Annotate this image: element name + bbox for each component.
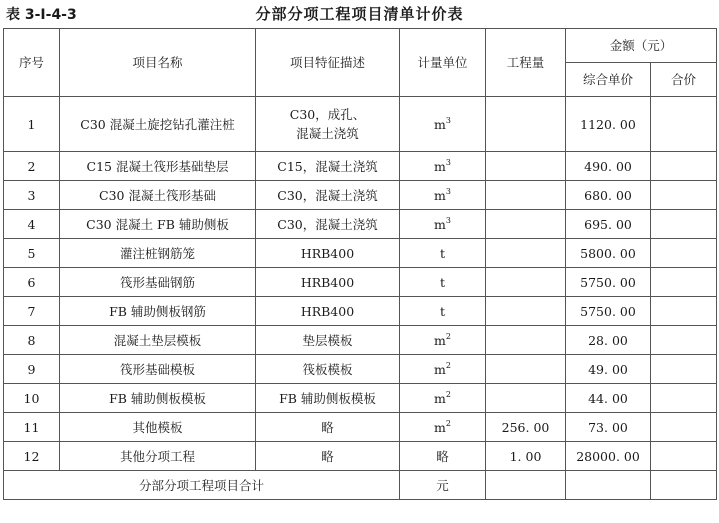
- table-header: [0, 0, 719, 28]
- row-qty: [486, 355, 566, 384]
- row-unit-base: m: [434, 116, 446, 132]
- row-unit-price: 5800. 00: [566, 239, 651, 268]
- row-name: 筏形基础钢筋: [60, 268, 256, 297]
- row-total: [651, 97, 717, 152]
- row-unit: [400, 355, 486, 384]
- row-desc-line: C30，成孔、: [289, 107, 366, 122]
- row-unit-price: 680. 00: [566, 181, 651, 210]
- row-seq: 11: [4, 413, 60, 442]
- row-unit-base: 略: [436, 448, 449, 464]
- summary-label: 分部分项工程项目合计: [4, 471, 400, 500]
- row-desc-line: 筏板模板: [302, 361, 353, 377]
- row-desc: [256, 268, 400, 297]
- row-seq: 9: [4, 355, 60, 384]
- row-seq: 5: [4, 239, 60, 268]
- pricing-table: [3, 28, 717, 500]
- row-desc-line: 垫层模板: [302, 332, 353, 348]
- row-desc-line: C30，混凝土浇筑: [277, 187, 378, 203]
- row-desc: [256, 442, 400, 471]
- row-unit: [400, 239, 486, 268]
- row-unit-exponent: 3: [445, 115, 451, 125]
- row-seq: 10: [4, 384, 60, 413]
- row-unit-base: m: [434, 216, 446, 232]
- row-unit-price: 73. 00: [566, 413, 651, 442]
- row-unit-exponent: 2: [445, 360, 451, 370]
- row-unit-price: 695. 00: [566, 210, 651, 239]
- row-seq: 2: [4, 152, 60, 181]
- row-qty: [486, 210, 566, 239]
- table-row: [4, 181, 717, 210]
- row-seq: 3: [4, 181, 60, 210]
- row-unit-base: m: [434, 390, 446, 406]
- row-total: [651, 210, 717, 239]
- row-qty: [486, 268, 566, 297]
- row-qty: [486, 326, 566, 355]
- row-total: [651, 326, 717, 355]
- table-number: 表 3-Ⅰ-4-3: [6, 7, 77, 23]
- table-row: [4, 152, 717, 181]
- row-desc: [256, 97, 400, 152]
- row-unit-exponent: 3: [445, 215, 451, 225]
- row-desc: [256, 210, 400, 239]
- row-unit-price: 5750. 00: [566, 268, 651, 297]
- row-unit-price: 490. 00: [566, 152, 651, 181]
- row-qty: [486, 181, 566, 210]
- row-unit-exponent: 2: [445, 418, 451, 428]
- row-qty: [486, 297, 566, 326]
- row-unit-price: 28. 00: [566, 326, 651, 355]
- row-name: 其他模板: [60, 413, 256, 442]
- row-unit: [400, 152, 486, 181]
- row-desc-line: C15，混凝土浇筑: [277, 158, 378, 174]
- summary-price: [566, 471, 651, 500]
- row-qty: 256. 00: [486, 413, 566, 442]
- col-unit-header: 计量单位: [400, 29, 486, 97]
- row-unit-base: m: [434, 187, 446, 203]
- row-desc-line: HRB400: [300, 303, 355, 319]
- summary-total: [651, 471, 717, 500]
- col-seq-header: 序号: [4, 29, 60, 97]
- row-total: [651, 181, 717, 210]
- col-total-header: 合价: [651, 63, 717, 97]
- row-seq: 6: [4, 268, 60, 297]
- row-qty: [486, 384, 566, 413]
- row-desc: [256, 239, 400, 268]
- row-unit-base: t: [439, 303, 446, 319]
- row-qty: 1. 00: [486, 442, 566, 471]
- row-name: C15 混凝土筏形基础垫层: [60, 152, 256, 181]
- row-total: [651, 239, 717, 268]
- row-desc: [256, 326, 400, 355]
- row-unit: [400, 384, 486, 413]
- table-row: [4, 239, 717, 268]
- row-unit-base: t: [439, 245, 446, 261]
- row-qty: [486, 152, 566, 181]
- row-desc-line: FB 辅助侧板模板: [279, 390, 376, 406]
- row-unit-price: 49. 00: [566, 355, 651, 384]
- row-name: 其他分项工程: [60, 442, 256, 471]
- header-row: [4, 29, 717, 63]
- row-total: [651, 413, 717, 442]
- row-total: [651, 268, 717, 297]
- row-unit-price: 1120. 00: [566, 97, 651, 152]
- table-body: [4, 97, 717, 471]
- row-name: FB 辅助侧板钢筋: [60, 297, 256, 326]
- col-unit-price-header: 综合单价: [566, 63, 651, 97]
- row-unit-price: 44. 00: [566, 384, 651, 413]
- row-unit: [400, 268, 486, 297]
- row-unit-exponent: 2: [445, 331, 451, 341]
- row-total: [651, 297, 717, 326]
- summary-unit: 元: [400, 471, 486, 500]
- table-row: [4, 268, 717, 297]
- row-unit: [400, 181, 486, 210]
- row-desc-line: HRB400: [300, 274, 355, 290]
- row-total: [651, 355, 717, 384]
- row-unit-base: m: [434, 361, 446, 377]
- row-name: C30 混凝土旋挖钻孔灌注桩: [60, 97, 256, 152]
- table-row: [4, 97, 717, 152]
- row-name: C30 混凝土筏形基础: [60, 181, 256, 210]
- row-name: 混凝土垫层模板: [60, 326, 256, 355]
- row-seq: 1: [4, 97, 60, 152]
- row-desc: [256, 384, 400, 413]
- row-total: [651, 152, 717, 181]
- table-row: [4, 326, 717, 355]
- row-unit: [400, 326, 486, 355]
- row-unit-exponent: 2: [445, 389, 451, 399]
- row-name: 筏形基础模板: [60, 355, 256, 384]
- col-qty-header: 工程量: [486, 29, 566, 97]
- row-desc-line: 略: [321, 419, 334, 435]
- summary-qty: [486, 471, 566, 500]
- row-unit-price: 5750. 00: [566, 297, 651, 326]
- table-row: [4, 297, 717, 326]
- row-name: FB 辅助侧板模板: [60, 384, 256, 413]
- row-desc: [256, 297, 400, 326]
- row-desc: [256, 152, 400, 181]
- row-unit: [400, 97, 486, 152]
- col-desc-header: 项目特征描述: [256, 29, 400, 97]
- row-name: 灌注桩钢筋笼: [60, 239, 256, 268]
- row-desc: [256, 181, 400, 210]
- row-total: [651, 442, 717, 471]
- row-desc-line: 混凝土浇筑: [296, 126, 359, 141]
- row-unit-base: m: [434, 419, 446, 435]
- row-unit: [400, 442, 486, 471]
- row-seq: 12: [4, 442, 60, 471]
- summary-row: [4, 471, 717, 500]
- table-row: [4, 413, 717, 442]
- col-amount-header: 金额（元）: [566, 29, 717, 63]
- row-unit-exponent: 3: [445, 157, 451, 167]
- row-desc: [256, 413, 400, 442]
- table-title: 分部分项工程项目清单计价表: [255, 5, 464, 23]
- col-name-header: 项目名称: [60, 29, 256, 97]
- row-unit-exponent: 3: [445, 186, 451, 196]
- row-unit: [400, 297, 486, 326]
- row-desc-line: C30，混凝土浇筑: [277, 216, 378, 232]
- row-seq: 4: [4, 210, 60, 239]
- row-unit: [400, 210, 486, 239]
- row-seq: 7: [4, 297, 60, 326]
- row-unit-price: 28000. 00: [566, 442, 651, 471]
- table-row: [4, 384, 717, 413]
- row-desc: [256, 355, 400, 384]
- row-desc-line: 略: [321, 448, 334, 464]
- table-row: [4, 442, 717, 471]
- row-seq: 8: [4, 326, 60, 355]
- row-unit-base: m: [434, 332, 446, 348]
- row-desc-line: HRB400: [300, 245, 355, 261]
- table-row: [4, 355, 717, 384]
- row-unit-base: m: [434, 158, 446, 174]
- row-unit-base: t: [439, 274, 446, 290]
- table-row: [4, 210, 717, 239]
- row-name: C30 混凝土 FB 辅助侧板: [60, 210, 256, 239]
- row-qty: [486, 239, 566, 268]
- row-qty: [486, 97, 566, 152]
- row-unit: [400, 413, 486, 442]
- row-total: [651, 384, 717, 413]
